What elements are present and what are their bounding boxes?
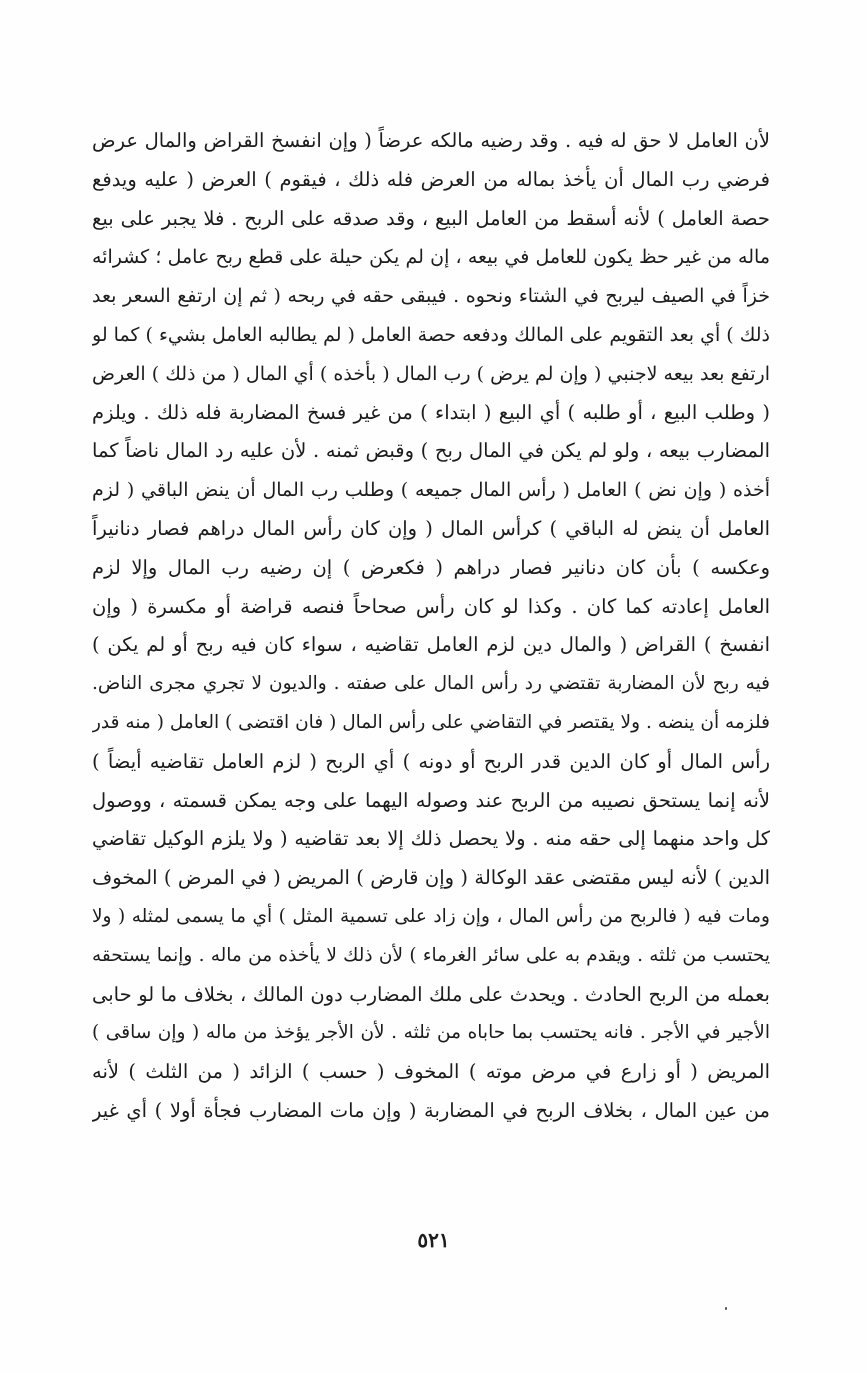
text-line: ( وطلب البيع ، أو طلبه ) أي البيع ( ابتداء ) من غير فسخ المضاربة فله ذلك . ويلزم xyxy=(92,400,770,424)
text-line: ماله من غير حظ يكون للعامل في بيعه ، إن لم يكن حيلة على قطع ربح عامل ؛ كشرائه xyxy=(92,246,770,269)
text-line: فرضي رب المال أن يأخذ بماله من العرض فله ذلك ، فيقوم ) العرض ( عليه ويدفع xyxy=(92,167,770,191)
page-number: ٥٢١ xyxy=(417,1228,450,1252)
text-line: لأن العامل لا حق له فيه . وقد رضيه مالكه عرضاً ( وإن انفسخ القراض والمال عرض xyxy=(92,129,770,152)
text-line: رأس المال أو كان الدين قدر الربح أو دونه ) أي الربح ( لزم العامل تقاضيه أيضاً ) xyxy=(92,749,770,773)
main-text-block xyxy=(92,122,770,1131)
text-line: المريض ( أو زارع في مرض موته ) المخوف ( حسب ) الزائد ( من الثلث ) لأنه xyxy=(92,1060,770,1084)
text-line: العامل أن ينض له الباقي ) كرأس المال ( وإن كان رأس المال دراهم فصار دنانيراً xyxy=(92,516,770,540)
text-line: انفسخ ) القراض ( والمال دين لزم العامل تقاضيه ، سواء كان فيه ربح أو لم يكن ) xyxy=(92,633,770,657)
text-line: ارتفع بعد بيعه لاجنبي ( وإن لم يرض ) رب المال ( بأخذه ) أي المال ( من ذلك ) العرض xyxy=(92,362,770,385)
text-line: كل واحد منهما إلى حقه منه . ولا يحصل ذلك إلا بعد تقاضيه ( ولا يلزم الوكيل تقاضي xyxy=(92,827,770,851)
text-line: وعكسه ) بأن كان دنانير فصار دراهم ( فكعرض ) إن رضيه رب المال وإلا لزم xyxy=(92,555,770,579)
text-line: فيه ربح لأن المضاربة تقتضي رد رأس المال على صفته . والديون لا تجري مجرى الناض. xyxy=(92,673,770,695)
text-line: لأنه إنما يستحق نصيبه من الربح عند وصوله اليهما على وجه يمكن قسمته ، ووصول xyxy=(92,788,770,812)
text-line: من عين المال ، بخلاف الربح في المضاربة ( وإن مات المضارب فجأة أولا ) أي غير xyxy=(92,1098,770,1122)
text-line: بعمله من الربح الحادث . ويحدث على ملك المضارب دون المالك ، بخلاف ما لو حابى xyxy=(92,982,770,1006)
text-line: العامل إعادته كما كان . وكذا لو كان رأس صحاحاً فنصه قراضة أو مكسرة ( وإن xyxy=(92,594,770,618)
text-line: المضارب بيعه ، ولو لم يكن في المال ربح ) وقبض ثمنه . لأن عليه رد المال ناضاً كما xyxy=(92,439,770,463)
text-line: الدين ) لأنه ليس مقتضى عقد الوكالة ( وإن قارض ) المريض ( في المرض ) المخوف xyxy=(92,866,770,890)
text-line: أخذه ( وإن نض ) العامل ( رأس المال جميعه ) وطلب رب المال أن ينض الباقي ( لزم xyxy=(92,479,770,502)
text-line: الأجير في الأجر . فانه يحتسب بما حاباه من ثلثه . لأن الأجر يؤخذ من ماله ( وإن ساقى ) xyxy=(92,1022,770,1044)
text-line: خزاً في الصيف ليربح في الشتاء ونحوه . فيبقى حقه في ربحه ( ثم إن ارتفع السعر بعد xyxy=(92,285,770,308)
text-line: فلزمه أن ينضه . ولا يقتصر في التقاضي على رأس المال ( فان اقتضى ) العامل ( منه قدر xyxy=(92,711,770,733)
text-line: حصة العامل ) لأنه أسقط من العامل البيع ، وقد صدقه على الربح . فلا يجبر على بيع xyxy=(92,206,770,230)
text-line: ومات فيه ( فالربح من رأس المال ، وإن زاد على تسمية المثل ) أي ما يسمى لمثله ( ولا xyxy=(92,905,770,927)
text-line: يحتسب من ثلثه . ويقدم به على سائر الغرماء ) لأن ذلك لا يأخذه من ماله . وإنما يستحقه xyxy=(92,944,770,966)
text-line: ذلك ) أي بعد التقويم على المالك ودفعه حصة العامل ( لم يطالبه العامل بشيء ) كما لو xyxy=(92,323,770,346)
scan-speck xyxy=(725,1307,727,1310)
